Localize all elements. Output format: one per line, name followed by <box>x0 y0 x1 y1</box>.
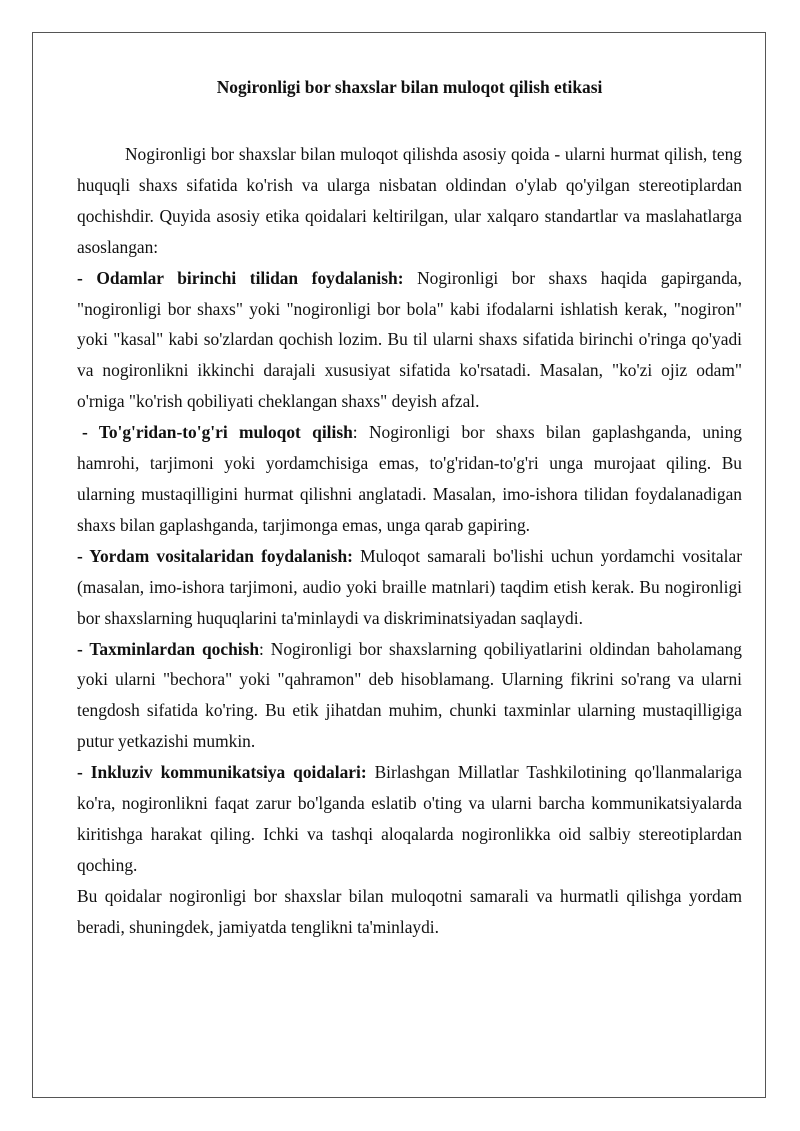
rule-heading-4: - Taxminlardan qochish <box>77 638 260 659</box>
rule-text-5: Birlashgan Millatlar Tashkilotining qo'llanmalariga ko'ra, nogironlikni faqat zarur bo'lganda eslatib o'ting va ularni barcha kommunikatsiyalarda kiritishga harakat qiling. Ichki va tashqi aloqalarda nogironlikka oid salbiy stereotiplardan qoching. <box>77 762 742 875</box>
rule-heading-1: - Odamlar birinchi tilidan foydalanish: <box>77 267 404 288</box>
rule-paragraph-1 <box>77 263 742 418</box>
rule-text-3: Muloqot samarali bo'lishi uchun yordamchi vositalar (masalan, imo-ishora tarjimoni, audio yoki braille matnlari) taqdim etish kerak. Bu nogironligi bor shaxslarning huquqlarini ta'minlaydi va diskriminatsiyadan saqlaydi. <box>77 545 742 628</box>
rule-paragraph-2 <box>77 417 742 541</box>
rule-heading-5: - Inkluziv kommunikatsiya qoidalari: <box>77 762 367 783</box>
document-body <box>77 139 742 943</box>
document-title: Nogironligi bor shaxslar bilan muloqot qilish etikasi <box>216 77 603 97</box>
rule-heading-3: - Yordam vositalaridan foydalanish: <box>77 545 353 566</box>
rule-text-2: : Nogironligi bor shaxs bilan gaplashganda, uning hamrohi, tarjimoni yoki yordamchisiga emas, to'g'ridan-to'g'ri unga murojaat qiling. Bu ularning mustaqilligini hurmat qilishni anglatadi. Masalan, imo-ishora tilidan foydalanadigan shaxs bilan gaplashganda, tarjimonga emas, unga qarab gapiring. <box>77 422 742 535</box>
intro-paragraph: Nogironligi bor shaxslar bilan muloqot qilishda asosiy qoida - ularni hurmat qilish, teng huquqli shaxs sifatida ko'rish va ularga nisbatan oldindan o'ylab qo'yilgan stereotiplardan qochishdir. Quyida asosiy etika qoidalari keltirilgan, ular xalqaro standartlar va maslahatlarga asoslangan: <box>77 144 742 257</box>
rule-heading-2: - To'g'ridan-to'g'ri muloqot qilish <box>82 422 353 443</box>
rule-text-1: Nogironligi bor shaxs haqida gapirganda, "nogironligi bor shaxs" yoki "nogironligi bor bola" kabi ifodalarni ishlatish kerak, "nogiron" yoki "kasal" kabi so'zlardan qochish lozim. Bu til ularni shaxs sifatida birinchi o'ringa qo'yadi va nogironlikni ikkinchi darajali xususiyat sifatida ko'rsatadi. Masalan, "ko'zi ojiz odam" o'rniga "ko'rish qobiliyati cheklangan shaxs" deyish afzal. <box>77 267 743 412</box>
rule-paragraph-5 <box>77 757 742 881</box>
rule-paragraph-4 <box>77 634 742 758</box>
rule-paragraph-3 <box>77 541 742 634</box>
conclusion-paragraph: Bu qoidalar nogironligi bor shaxslar bilan muloqotni samarali va hurmatli qilishga yordam beradi, shuningdek, jamiyatda tenglikni ta'minlaydi. <box>77 885 742 937</box>
rule-text-4: : Nogironligi bor shaxslarning qobiliyatlarini oldindan baholamang yoki ularni "bechora" yoki "qahramon" deb hisoblamang. Ularning fikrini so'rang va ularni tengdosh sifatida ko'ring. Bu etik jihatdan muhim, chunki taxminlar ularning mustaqilligiga putur yetkazishi mumkin. <box>77 638 742 752</box>
